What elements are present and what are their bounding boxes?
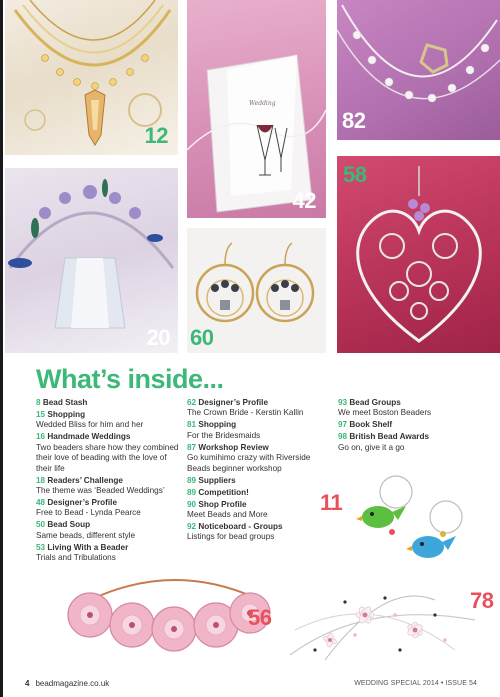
entry-page: 89 — [187, 487, 197, 497]
entry-title: Shopping — [47, 410, 86, 419]
entry-title: Shopping — [198, 420, 237, 430]
entry-title: Readers’ Challenge — [47, 475, 123, 485]
entry-description: Two beaders share how they combined their love of beading with the love of their life — [36, 442, 179, 473]
page-ref-number: 82 — [342, 108, 366, 133]
entry-description: We meet Boston Beaders — [338, 408, 432, 418]
contents-entry[interactable] — [338, 420, 488, 430]
entry-description: Same beads, different style — [36, 530, 136, 540]
page-ref-number: 20 — [146, 325, 170, 350]
entry-page: 90 — [187, 499, 197, 509]
entry-page: 53 — [36, 542, 46, 552]
entry-page: 93 — [338, 398, 348, 407]
entry-title: Handmade Weddings — [47, 432, 131, 442]
entry-title: Noticeboard - Groups — [198, 522, 283, 532]
page-ref-number: 60 — [190, 325, 214, 350]
photo-flower-hairpiece — [285, 560, 500, 677]
entry-page: 8 — [36, 398, 41, 407]
contents-entry[interactable] — [187, 420, 335, 441]
contents-entry[interactable] — [187, 522, 335, 543]
entry-description: Wedded Bliss for him and her — [36, 420, 144, 430]
entry-title: Bead Soup — [47, 520, 91, 530]
entry-page: 89 — [187, 475, 197, 485]
entry-description: Free to Bead - Lynda Pearce — [36, 508, 141, 518]
contents-entry[interactable] — [36, 520, 184, 541]
contents-entry[interactable] — [36, 410, 184, 431]
page-ref-number: 42 — [292, 188, 316, 213]
entry-description: The theme was ‘Beaded Weddings’ — [36, 486, 165, 496]
entry-page: 98 — [338, 432, 348, 442]
contents-entry[interactable] — [36, 476, 184, 497]
entry-description: Go on, give it a go — [338, 442, 405, 452]
contents-entry[interactable] — [187, 476, 335, 486]
photo-earrings — [187, 228, 326, 353]
entry-page: 16 — [36, 432, 46, 442]
entry-page: 48 — [36, 498, 46, 508]
entry-title: Living With a Beader — [47, 542, 129, 552]
photo-heart-pendant — [337, 156, 500, 353]
photo-gold-necklace — [5, 0, 178, 155]
page-ref-number: 11 — [320, 490, 343, 515]
section-heading: What’s inside... — [36, 364, 224, 394]
wine-charms-illustration — [318, 462, 500, 572]
page-number: 4 — [25, 679, 30, 688]
entry-page: 50 — [36, 520, 46, 530]
entry-page: 97 — [338, 420, 348, 430]
page-ref-number: 56 — [248, 605, 272, 630]
photo-tiara — [5, 168, 178, 353]
entry-title: Shop Profile — [198, 499, 247, 509]
entry-description: Meet Beads and More — [187, 510, 268, 520]
page-ref-number: 12 — [144, 123, 168, 148]
entry-title: Book Shelf — [349, 420, 393, 430]
page-edge-bar — [0, 0, 3, 697]
entry-description: Trials and Tribulations — [36, 553, 116, 563]
website-link[interactable]: beadmagazine.co.uk — [35, 679, 110, 688]
contents-entry[interactable] — [36, 498, 184, 519]
footer-issue: WEDDING SPECIAL 2014 • ISSUE 54 — [354, 680, 477, 687]
contents-entry[interactable] — [187, 500, 335, 521]
entry-page: 15 — [36, 410, 46, 419]
entry-description: For the Bridesmaids — [187, 430, 261, 440]
contents-column-1 — [36, 398, 184, 565]
page-ref-number: 58 — [343, 162, 367, 187]
svg-text:Wedding: Wedding — [249, 100, 276, 107]
contents-entry[interactable] — [187, 398, 335, 419]
entry-title: Competition! — [198, 487, 249, 497]
hairpiece-illustration — [285, 560, 500, 677]
contents-entry[interactable] — [36, 432, 184, 474]
entry-page: 87 — [187, 442, 197, 452]
contents-column-3 — [338, 398, 488, 455]
contents-entry[interactable] — [187, 443, 335, 474]
bracelet-illustration — [60, 565, 280, 677]
entry-page: 18 — [36, 475, 46, 485]
contents-entry[interactable] — [36, 543, 184, 564]
card-illustration — [187, 0, 326, 218]
entry-page: 62 — [187, 398, 197, 407]
photo-wine-charms — [318, 462, 500, 572]
entry-title: Workshop Review — [198, 442, 269, 452]
entry-description: Listings for bead groups — [187, 532, 275, 542]
entry-title: Bead Stash — [42, 398, 88, 407]
contents-entry[interactable] — [338, 432, 488, 453]
entry-page: 92 — [187, 522, 197, 532]
contents-entry[interactable] — [338, 398, 488, 419]
contents-entry[interactable] — [36, 398, 184, 408]
footer-left — [25, 679, 109, 688]
entry-title: British Bead Awards — [349, 432, 430, 442]
entry-title: Bead Groups — [349, 398, 401, 407]
photo-pink-bracelet — [60, 565, 280, 677]
page-ref-number: 78 — [470, 588, 494, 613]
entry-title: Designer’s Profile — [47, 498, 118, 508]
photo-wedding-card — [187, 0, 326, 218]
entry-title: Suppliers — [198, 475, 236, 485]
contents-entry[interactable] — [187, 488, 335, 498]
entry-description: The Crown Bride - Kerstin Kallin — [187, 408, 304, 418]
contents-column-2 — [187, 398, 335, 544]
entry-description: Go kumihimo crazy with Riverside Beads beginner workshop — [187, 453, 311, 473]
entry-page: 81 — [187, 420, 197, 430]
entry-title: Designer’s Profile — [198, 398, 269, 407]
photo-pearl-necklace — [337, 0, 500, 140]
